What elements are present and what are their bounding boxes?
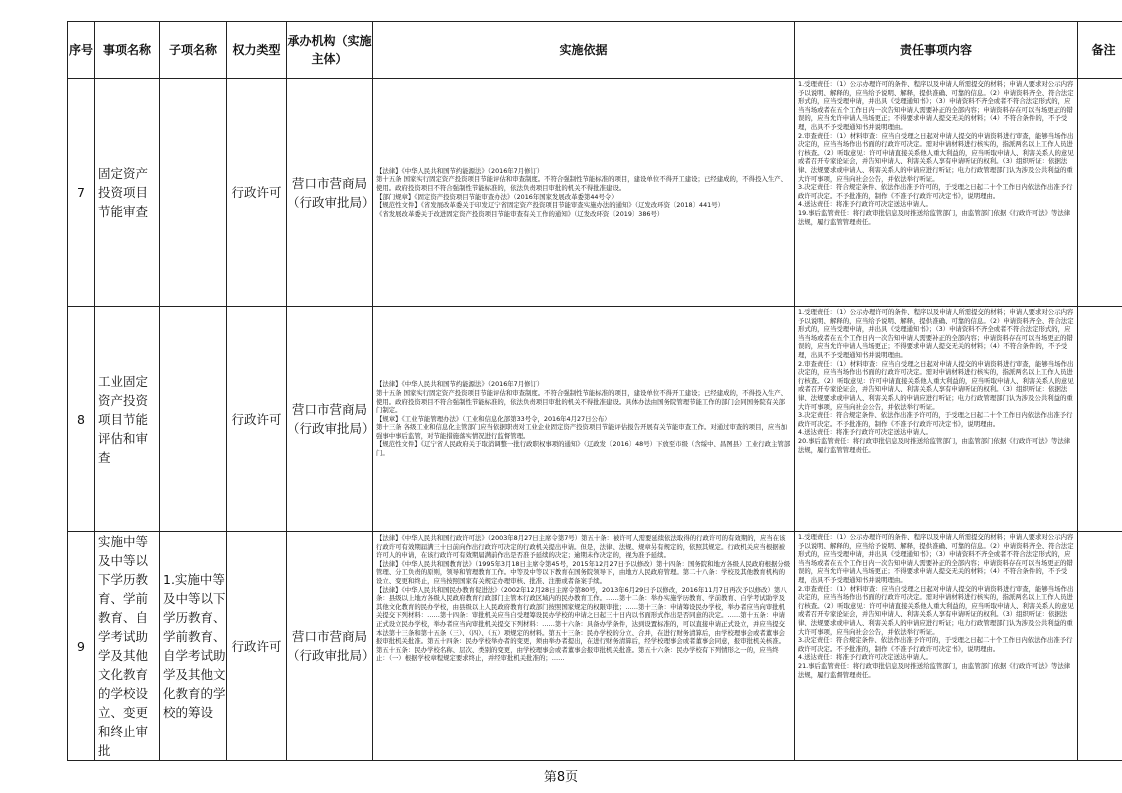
table-row [68,532,1122,761]
row-remark [1078,79,1122,307]
responsibility-table [67,21,1122,761]
header-basis: 实施依据 [373,22,795,79]
row-duty: 1.受理责任：（1）公示办理许可的条件、程序以及申请人所需提交的材料；申请人要求对公示内容予以说明、解释的，应当给予说明、解释，提供准确、可靠的信息。（2）申请资料齐全、符合法定形式的，应当受理申请，并出具《受理通知书》；（3）申请资料不齐全或者不符合法定形式的，应当当场或者在五个工作日内一次告知申请人需要补正的全部内容；申请资料存在可以当场更正的错误的，应当允许申请人当场更正；不得要求申请人提交无关的材料；（4）不符合条件的，不予受理，出具不予受理通知书并说明理由。 2.审查责任：（1）材料审查：应当自受理之日起对申请人提交的申请资料进行审查，能够当场作出决定的，应当当场作出书面的行政许可决定。需对申请材料进行核实的，指派两名以上工作人员进行核查。（2）听取意见：许可申请直接关系他人重大利益的，应当听取申请人、利害关系人的意见或者召开专家论证会，并告知申请人、利害关系人享有申请听证的权利。（3）组织听证：依据法律、法规要求或申请人、利害关系人的申请应进行听证；电力行政管理部门认为涉及公共利益的重大许可事项，应当向社会公告，并依法举行听证。 3.决定责任：符合规定条件、依法作出准予许可的，于受理之日起二十个工作日内依法作出准予行政许可决定。不予批准的，制作《不准予行政许可决定书》，说明理由。 4.送达责任：将准予行政许可决定送达申请人。 20.事后监管责任：将行政审批信息及时推送给监管部门，由监管部门依据《行政许可法》等法律法规，履行监管管理责任。 [795,307,1078,532]
table-header-row [68,22,1122,79]
table-row [68,79,1122,307]
header-duty: 责任事项内容 [795,22,1078,79]
header-item-name: 事项名称 [95,22,160,79]
header-power-type: 权力类型 [227,22,287,79]
row-no: 7 [68,79,95,307]
row-sub-item [160,79,227,307]
row-duty: 1.受理责任：（1）公示办理许可的条件、程序以及申请人所需提交的材料；申请人要求对公示内容予以说明、解释的，应当给予说明、解释，提供准确、可靠的信息。（2）申请资料齐全、符合法定形式的，应当受理申请，并出具《受理通知书》；（3）申请资料不齐全或者不符合法定形式的，应当当场或者在五个工作日内一次告知申请人需要补正的全部内容；申请资料存在可以当场更正的错误的，应当允许申请人当场更正；不得要求申请人提交无关的材料；（4）不符合条件的，不予受理，出具不予受理通知书并说明理由。 2.审查责任：（1）材料审查：应当自受理之日起对申请人提交的申请资料进行审查，能够当场作出决定的，应当当场作出书面的行政许可决定。需对申请材料进行核实的，指派两名以上工作人员进行核查。（2）听取意见：许可申请直接关系他人重大利益的，应当听取申请人、利害关系人的意见或者召开专家论证会，并告知申请人、利害关系人享有申请听证的权利。（3）组织听证：依据法律、法规要求或申请人、利害关系人的申请应进行听证；电力行政管理部门认为涉及公共利益的重大许可事项，应当向社会公告，并依法举行听证。 3.决定责任：符合规定条件、依法作出准予许可的，于受理之日起二十个工作日内依法作出准予行政许可决定。不予批准的，制作《不准予行政许可决定书》，说明理由。 4.送达责任：将准予行政许可决定送达申请人。 19.事后监管责任：将行政审批信息及时推送给监管部门，由监管部门依据《行政许可法》等法律法规，履行监管管理责任。 [795,79,1078,307]
row-remark [1078,307,1122,532]
row-item-name: 工业固定资产投资项目节能评估和审查 [95,307,160,532]
row-basis-cell [373,532,795,761]
row-basis: 【法律】《中华人民共和国节约能源法》（2016年7月修订） 第十五条 国家实行固定资产投资项目节能评估和审查制度。不符合强制性节能标准的项目，建设单位不得开工建设；已经建成的，不得投入生产、使用。政府投资项目不符合强制性节能标准的，依法负责项目审批的机关不得批准建设。 【部门规章】《固定资产投资项目节能审查办法》（2016年国家发展改革委第44号令） 【规范性文件】《省发展改革委关于印发辽宁省固定资产投资项目节能审查实施办法的通知》（辽发改环资〔2018〕441号） 《省发展改革委关于改进固定资产投资项目节能审查有关工作的通知》（辽发改环资〔2019〕386号） [373,79,795,307]
header-sub-item: 子项名称 [160,22,227,79]
page-number: 第8页 [543,770,579,785]
row-org: 营口市营商局（行政审批局） [287,532,373,761]
row-item-name: 固定资产投资项目节能审查 [95,79,160,307]
row-org: 营口市营商局（行政审批局） [287,307,373,532]
header-remark: 备注 [1078,22,1122,79]
row-item-name: 实施中等及中等以下学历教育、学前教育、自学考试助学及其他文化教育的学校设立、变更和终止审批 [95,532,160,761]
row-basis: 【法律】《中华人民共和国节约能源法》（2016年7月修订） 第十五条 国家实行固定资产投资项目节能评估和审查制度。不符合强制性节能标准的项目，建设单位不得开工建设；已经建成的，不得投入生产、使用。政府投资项目不符合强制性节能标准的，依法负责项目审批的机关不得批准建设。具体办法由国务院管理节能工作的部门会同国务院有关部门制定。 【规章】《工业节能管理办法》（工业和信息化部第33号令，2016年4月27日公布） 第十三条 各级工业和信息化主管部门应当依据职责对工业企业固定资产投资项目节能评估报告开展有关节能审查工作。对通过审查的项目，应当加强事中事后监管，对节能措施落实情况进行监督管理。 【规范性文件】《辽宁省人民政府关于取消调整一批行政职权事项的通知》（辽政发〔2016〕48号）下放至市级（含绥中、昌图县）工业行政主管部门。 [373,307,795,532]
row-duty: 1.受理责任：（1）公示办理许可的条件、程序以及申请人所需提交的材料；申请人要求对公示内容予以说明、解释的，应当给予说明、解释，提供准确、可靠的信息。（2）申请资料齐全、符合法定形式的，应当受理申请，并出具《受理通知书》；（3）申请资料不齐全或者不符合法定形式的，应当当场或者在五个工作日内一次告知申请人需要补正的全部内容；申请资料存在可以当场更正的错误的，应当允许申请人当场更正；不得要求申请人提交无关的材料；（4）不符合条件的，不予受理，出具不予受理通知书并说明理由。 2.审查责任：（1）材料审查：应当自受理之日起对申请人提交的申请资料进行审查，能够当场作出决定的，应当当场作出书面的行政许可决定。需对申请材料进行核实的，指派两名以上工作人员进行核查。（2）听取意见：许可申请直接关系他人重大利益的，应当听取申请人、利害关系人的意见或者召开专家论证会，并告知申请人、利害关系人享有申请听证的权利。（3）组织听证：依据法律、法规要求或申请人、利害关系人的申请应进行听证；电力行政管理部门认为涉及公共利益的重大许可事项，应当向社会公告，并依法举行听证。 3.决定责任：符合规定条件、依法作出准予许可的，于受理之日起二十个工作日内依法作出准予行政许可决定。不予批准的，制作《不准予行政许可决定书》，说明理由。 4.送达责任：将准予行政许可决定送达申请人。 21.事后监管责任：将行政审批信息及时推送给监管部门，由监管部门依据《行政许可法》等法律法规，履行监督管理责任。 [798,533,1074,679]
header-org: 承办机构（实施主体） [287,22,373,79]
row-duty-cell [795,532,1078,761]
row-power-type: 行政许可 [227,532,287,761]
row-org: 营口市营商局（行政审批局） [287,79,373,307]
row-remark [1078,532,1122,761]
row-no: 8 [68,307,95,532]
header-no: 序号 [68,22,95,79]
row-power-type: 行政许可 [227,79,287,307]
row-power-type: 行政许可 [227,307,287,532]
row-basis: 【法律】《中华人民共和国行政许可法》（2003年8月27日主席令第7号）第五十条：被许可人需要延续依法取得的行政许可的有效期的，应当在该行政许可有效期届满三十日前向作出行政许可决定的行政机关提出申请。但是，法律、法规、规章另有规定的，依照其规定。行政机关应当根据被许可人的申请，在该行政许可有效期届满前作出是否准予延续的决定；逾期未作决定的，视为准予延续。 【法律】《中华人民共和国教育法》（1995年3月18日主席令第45号，2015年12月27日予以修改）第十四条：国务院和地方各级人民政府根据分级管理、分工负责的原则，领导和管理教育工作。中等及中等以下教育在国务院领导下，由地方人民政府管理。第二十八条：学校及其他教育机构的设立、变更和终止，应当按照国家有关规定办理审核、批准、注册或者备案手续。 【法律】《中华人民共和国民办教育促进法》（2002年12月28日主席令第80号，2013年6月29日予以修改，2016年11月7日再次予以修改）第八条：县级以上地方各级人民政府教育行政部门主管本行政区域内的民办教育工作。……第十二条：举办实施学历教育、学前教育、自学考试助学及其他文化教育的民办学校，由县级以上人民政府教育行政部门按照国家规定的权限审批；……第十三条：申请筹设民办学校，举办者应当向审批机关提交下列材料：……第十四条：审批机关应当自受理筹设民办学校的申请之日起三十日内以书面形式作出是否同意的决定。……第十五条：申请正式设立民办学校，举办者应当向审批机关提交下列材料：……第十六条：具备办学条件，达到设置标准的，可以直接申请正式设立，并应当提交本法第十三条和第十五条（三）、（四）、（五）项规定的材料。第五十三条：民办学校的分立、合并，在进行财务清算后，由学校理事会或者董事会报审批机关批准。第五十四条：民办学校举办者的变更，须由举办者提出，在进行财务清算后，经学校理事会或者董事会同意，报审批机关核准。第五十五条：民办学校名称、层次、类别的变更，由学校理事会或者董事会报审批机关批准。第五十六条：民办学校有下列情形之一的，应当终止：（一）根据学校章程规定要求终止，并经审批机关批准的；…… [376,534,791,663]
row-sub-item [160,307,227,532]
table-row [68,307,1122,532]
row-no: 9 [68,532,95,761]
row-sub-item: 1.实施中等及中等以下学历教育、学前教育、自学考试助学及其他文化教育的学校的筹设 [160,532,227,761]
